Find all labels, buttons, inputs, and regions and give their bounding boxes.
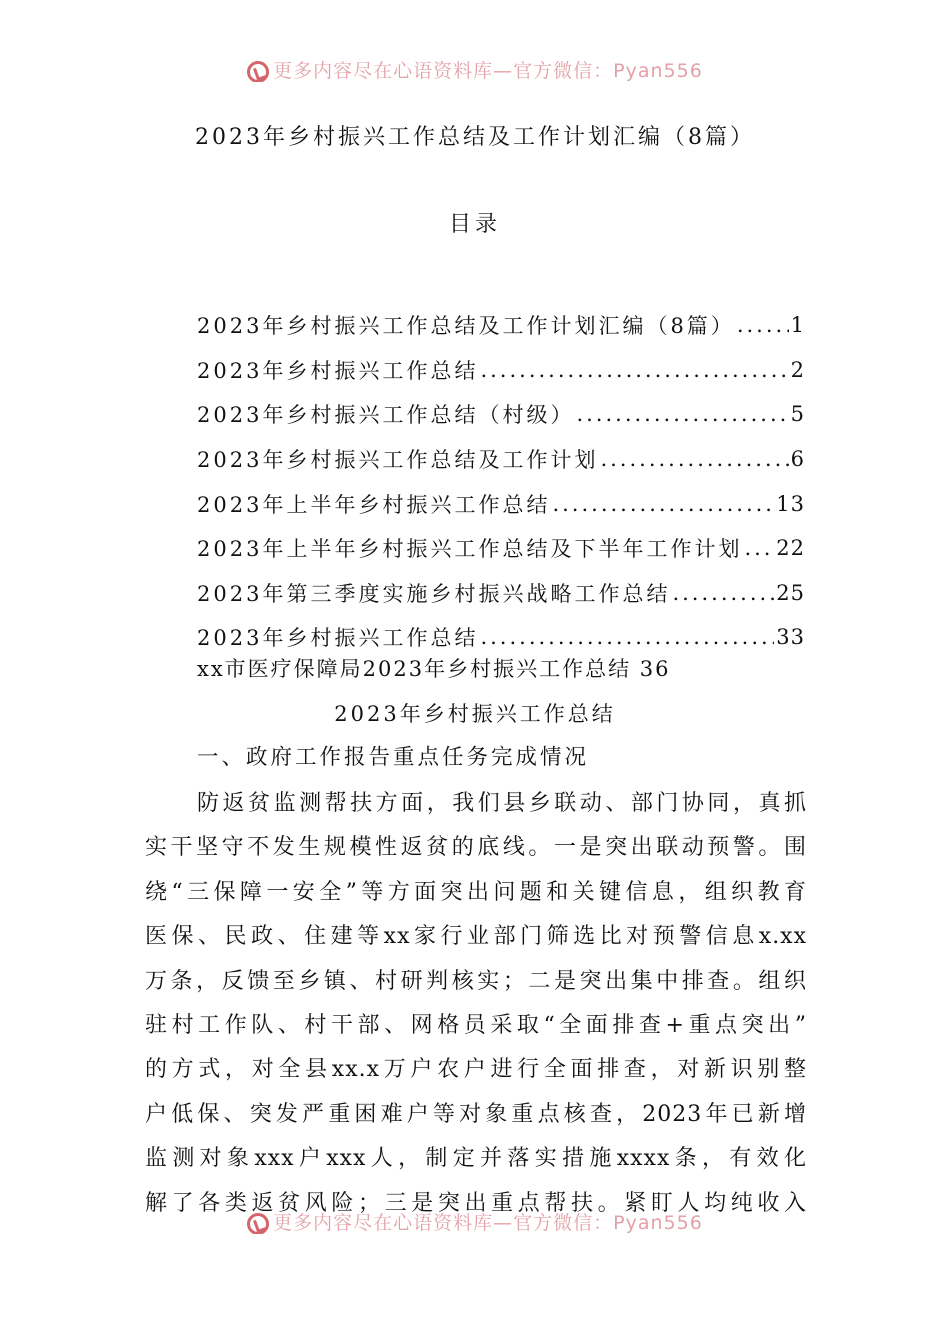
toc-item-page: 6: [790, 447, 805, 472]
paragraph-line: 防返贫监测帮扶方面，我们县乡联动、部门协同，真抓: [197, 791, 807, 816]
toc-item[interactable]: [197, 303, 805, 348]
toc-item-title: 2023年乡村振兴工作总结及工作计划汇编（8篇）: [197, 314, 735, 339]
toc-item[interactable]: [197, 392, 805, 437]
toc-leader-dots: [672, 581, 774, 605]
toc-item[interactable]: [197, 481, 805, 526]
watermark-text: 更多内容尽在心语资料库—官方微信：Pyan556: [273, 60, 703, 82]
toc-item[interactable]: [197, 526, 805, 571]
toc-item-title: 2023年乡村振兴工作总结: [197, 358, 479, 383]
toc-leader-dots: [600, 447, 788, 471]
body-paragraph: [145, 782, 807, 1226]
toc-item[interactable]: [197, 348, 805, 393]
paragraph-line: 绕“三保障一安全”等方面突出问题和关键信息，组织教育: [145, 879, 807, 905]
toc-item-page: 2: [790, 357, 805, 382]
watermark-bottom: [0, 1208, 950, 1234]
paragraph-line: 万条，反馈至乡镇、村研判核实；二是突出集中排查。组织: [145, 968, 807, 994]
paragraph-line: 解了各类返贫风险；三是突出重点帮扶。紧盯人均纯收入: [145, 1190, 807, 1216]
paragraph-line: 驻村工作队、村干部、网格员采取“全面排查+重点突出”: [145, 1012, 807, 1038]
toc-item-title: 2023年上半年乡村振兴工作总结: [197, 492, 551, 517]
toc-item-last[interactable]: xx市医疗保障局2023年乡村振兴工作总结 36: [197, 657, 671, 681]
toc-leader-dots: [737, 313, 789, 337]
paragraph-line: 实干坚守不发生规模性返贫的底线。一是突出联动预警。围: [145, 835, 807, 861]
watermark-text: 更多内容尽在心语资料库—官方微信：Pyan556: [273, 1212, 703, 1234]
toc-item-title: 2023年乡村振兴工作总结: [197, 626, 479, 651]
toc-item-page: 22: [776, 536, 805, 561]
toc-leader-dots: [480, 625, 774, 649]
document-title: 2023年乡村振兴工作总结及工作计划汇编（8篇）: [195, 125, 755, 150]
toc-item-page: 5: [790, 402, 805, 427]
paragraph-line: 的方式，对全县xx.x万户农户进行全面排查，对新识别整: [145, 1057, 807, 1083]
toc-leader-dots: [552, 492, 774, 516]
toc-leader-dots: [576, 402, 788, 426]
toc-leader-dots: [744, 536, 774, 560]
toc-item-title: 2023年乡村振兴工作总结（村级）: [197, 403, 575, 428]
watermark-top: [0, 56, 950, 82]
toc-item-page: 13: [776, 491, 805, 516]
section-heading: 一、政府工作报告重点任务完成情况: [197, 745, 590, 770]
watermark-logo-icon: [247, 61, 269, 83]
toc-item-page: 25: [776, 580, 805, 605]
toc-item[interactable]: [197, 437, 805, 482]
toc-leader-dots: [480, 358, 788, 382]
toc-item-title: 2023年乡村振兴工作总结及工作计划: [197, 448, 599, 473]
toc-item-title: 2023年上半年乡村振兴工作总结及下半年工作计划: [197, 537, 743, 562]
toc-heading: 目录: [448, 212, 501, 237]
toc-item-title: 2023年第三季度实施乡村振兴战略工作总结: [197, 581, 671, 606]
paragraph-line: 医保、民政、住建等xx家行业部门筛选比对预警信息x.xx: [145, 924, 807, 950]
paragraph-line: 监测对象xxx户xxx人，制定并落实措施xxxx条，有效化: [145, 1146, 807, 1172]
toc-item-page: 33: [776, 625, 805, 650]
section-title: 2023年乡村振兴工作总结: [334, 702, 616, 726]
toc-item-page: 1: [790, 313, 805, 338]
paragraph-line: 户低保、突发严重困难户等对象重点核查，2023年已新增: [145, 1101, 807, 1127]
watermark-logo-icon: [247, 1213, 269, 1235]
table-of-contents: [197, 303, 805, 660]
toc-item[interactable]: [197, 571, 805, 616]
